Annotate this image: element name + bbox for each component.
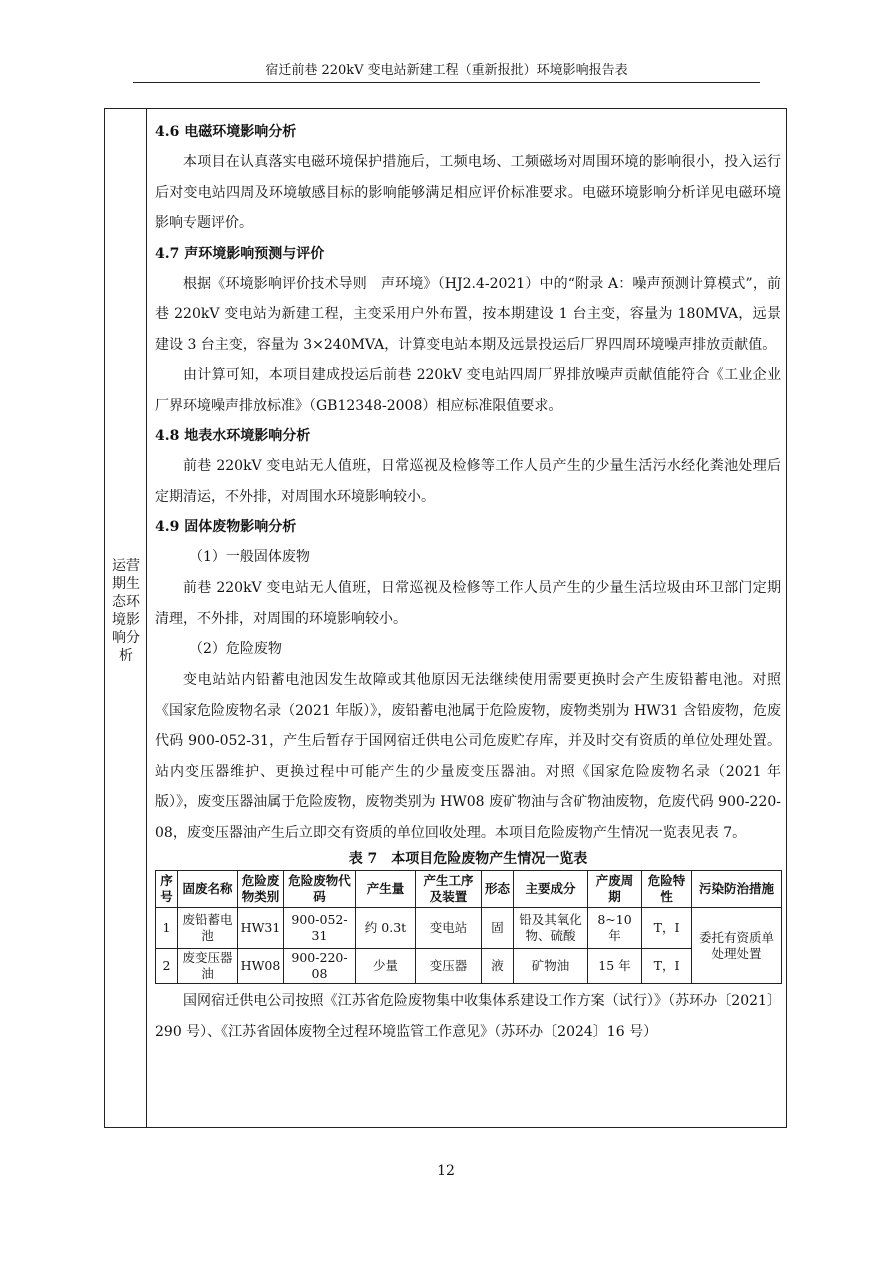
paragraph: 国网宿迁供电公司按照《江苏省危险废物集中收集体系建设工作方案（试行）》（苏环办〔2021〕290 号）、《江苏省固体废物全过程环境监管工作意见》（苏环办〔2024〕16 号） [155, 993, 781, 1040]
table-title: 表 7 本项目危险废物产生情况一览表 [348, 851, 588, 867]
left-column [105, 109, 147, 1127]
table-header-row [156, 871, 782, 908]
table-header-cell: 危险废物类别 [238, 871, 284, 908]
table-row [156, 908, 782, 949]
table-cell: 1 [156, 908, 178, 949]
page-number: 12 [437, 1163, 455, 1179]
table-cell: 少量 [356, 949, 416, 984]
paragraph: 根据《环境影响评价技术导则 声环境》（HJ2.4-2021）中的“附录 A：噪声预测计算模式”，前巷 220kV 变电站为新建工程，主变采用户外布置，按本期建设 1 台主变，容量为 180MVA，远景建设 3 台主变，容量为 3×240MVA，计算变电站本期及远景投运后厂界四周环境噪声排放贡献值。 [155, 275, 781, 353]
table-header-cell: 固废名称 [178, 871, 238, 908]
table-cell: 变压器 [416, 949, 482, 984]
main-content [155, 117, 781, 1047]
table-cell: 液 [482, 949, 514, 984]
table-cell: T，I [642, 949, 692, 984]
table-cell: HW08 [238, 949, 284, 984]
table-cell: 2 [156, 949, 178, 984]
table-cell: 变电站 [416, 908, 482, 949]
table-cell: T，I [642, 908, 692, 949]
subheading-general-waste: （1）一般固体废物 [189, 549, 310, 565]
table-cell: 废变压器油 [178, 949, 238, 984]
table-header-cell: 产生工序及装置 [416, 871, 482, 908]
table-cell-measure: 委托有资质单处理处置 [692, 908, 782, 984]
paragraph: 前巷 220kV 变电站无人值班，日常巡视及检修等工作人员产生的少量生活垃圾由环卫部门定期清理，不外排，对周围的环境影响较小。 [155, 580, 781, 627]
table-header-cell: 主要成分 [514, 871, 588, 908]
table-header-cell: 危险废物代码 [284, 871, 356, 908]
paragraph: 变电站站内铅蓄电池因发生故障或其他原因无法继续使用需要更换时会产生废铅蓄电池。对照《国家危险废物名录（2021 年版）》，废铅蓄电池属于危险废物，废物类别为 HW31 含铅废物，危废代码 900-052-31，产生后暂存于国网宿迁供电公司危废贮存库，并及时交有资质的单位处理处置。站内变压器维护、更换过程中可能产生的少量废变压器油。对照《国家危险废物名录（2021 年版）》，废变压器油属于危险废物，废物类别为 HW08 废矿物油与含矿物油废物，危废代码 900-220-08，废变压器油产生后立即交有资质的单位回收处理。本项目危险废物产生情况一览表见表 7。 [155, 672, 781, 841]
table-header-cell: 形态 [482, 871, 514, 908]
hazardous-waste-table [155, 870, 782, 984]
page-header: 宿迁前巷 220kV 变电站新建工程（重新报批）环境影响报告表 [265, 63, 628, 78]
table-cell: 15 年 [588, 949, 642, 984]
paragraph: 由计算可知，本项目建成投运后前巷 220kV 变电站四周厂界排放噪声贡献值能符合《工业企业厂界环境噪声排放标准》（GB12348-2008）相应标准限值要求。 [155, 367, 781, 414]
table-cell: 900-052-31 [284, 908, 356, 949]
heading-4-7: 4.7 声环境影响预测与评价 [155, 245, 325, 262]
table-cell: 8~10 年 [588, 908, 642, 949]
table-cell: 废铅蓄电池 [178, 908, 238, 949]
table-header-cell: 序号 [156, 871, 178, 908]
table-cell: 铅及其氧化物、硫酸 [514, 908, 588, 949]
heading-4-8: 4.8 地表水环境影响分析 [155, 428, 311, 444]
table-cell: 900-220-08 [284, 949, 356, 984]
heading-4-9: 4.9 固体废物影响分析 [155, 519, 297, 535]
heading-4-6: 4.6 电磁环境影响分析 [155, 124, 297, 140]
table-cell: 约 0.3t [356, 908, 416, 949]
table-cell: HW31 [238, 908, 284, 949]
content-frame [104, 108, 787, 1128]
table-header-cell: 污染防治措施 [692, 871, 782, 908]
table-row [156, 949, 782, 984]
table-cell: 矿物油 [514, 949, 588, 984]
paragraph: 前巷 220kV 变电站无人值班，日常巡视及检修等工作人员产生的少量生活污水经化粪池处理后定期清运，不外排，对周围水环境影响较小。 [155, 458, 781, 505]
section-label: 运营期生态环境影响分析 [112, 558, 140, 664]
table-header-cell: 产废周期 [588, 871, 642, 908]
table-header-cell: 危险特性 [642, 871, 692, 908]
table-header-cell: 产生量 [356, 871, 416, 908]
table-cell: 固 [482, 908, 514, 949]
header-rule [133, 82, 760, 83]
paragraph: 本项目在认真落实电磁环境保护措施后，工频电场、工频磁场对周围环境的影响很小，投入运行后对变电站四周及环境敏感目标的影响能够满足相应评价标准要求。电磁环境影响分析详见电磁环境影响专题评价。 [155, 154, 781, 231]
subheading-hazardous-waste: （2）危险废物 [189, 641, 282, 657]
